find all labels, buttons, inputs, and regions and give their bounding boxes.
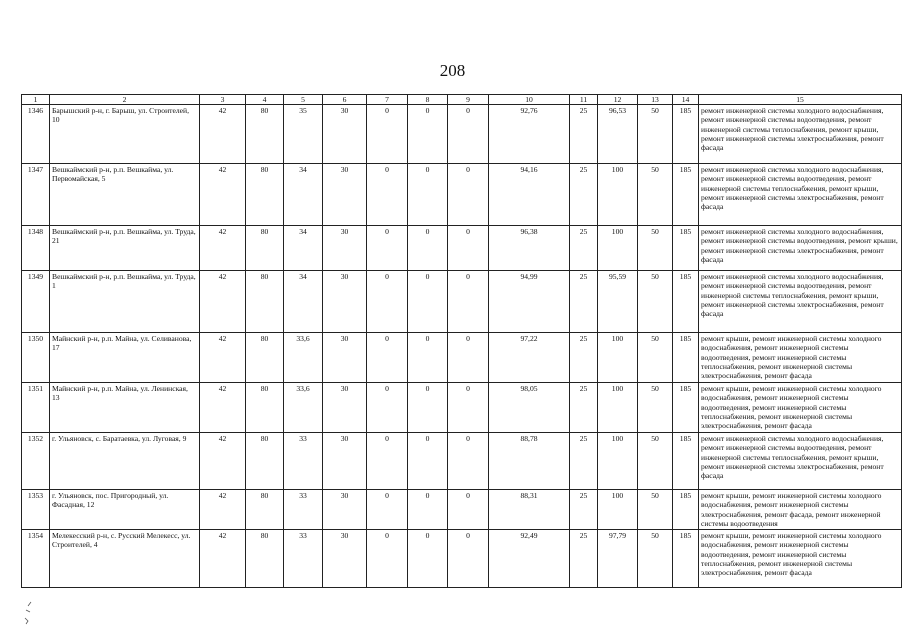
- header-cell: 15: [699, 95, 902, 105]
- value-cell: 33: [284, 433, 323, 490]
- value-cell: 33,6: [284, 333, 323, 383]
- value-cell: 42: [200, 226, 246, 271]
- value-cell: 0: [448, 105, 489, 164]
- value-cell: 185: [673, 383, 699, 433]
- row-number-cell: 1348: [22, 226, 50, 271]
- row-number-cell: 1353: [22, 490, 50, 530]
- header-cell: 13: [638, 95, 673, 105]
- value-cell: 94,99: [489, 271, 570, 333]
- value-cell: 0: [367, 226, 408, 271]
- value-cell: 0: [367, 333, 408, 383]
- value-cell: 0: [408, 105, 448, 164]
- address-cell: Вешкаймский р-н, р.п. Вешкайма, ул. Труда, 21: [50, 226, 200, 271]
- address-cell: Мелекесский р-н, с. Русский Мелекесс, ул. Строителей, 4: [50, 530, 200, 588]
- works-cell: ремонт инженерной системы холодного водоснабжения, ремонт инженерной системы водоотведения, ремонт инженерной системы теплоснабжения, ремонт крыши, ремонт инженерной системы электроснабжения, ремонт фасада: [699, 433, 902, 490]
- header-cell: 3: [200, 95, 246, 105]
- row-number-cell: 1350: [22, 333, 50, 383]
- value-cell: 34: [284, 164, 323, 226]
- works-cell: ремонт инженерной системы холодного водоснабжения, ремонт инженерной системы водоотведения, ремонт инженерной системы теплоснабжения, ремонт крыши, ремонт инженерной системы электроснабжения, ремонт фасада: [699, 164, 902, 226]
- table-row: [22, 226, 902, 271]
- address-cell: г. Ульяновск, с. Баратаевка, ул. Луговая, 9: [50, 433, 200, 490]
- value-cell: 80: [246, 530, 284, 588]
- value-cell: 0: [367, 271, 408, 333]
- value-cell: 30: [323, 105, 367, 164]
- works-cell: ремонт крыши, ремонт инженерной системы холодного водоснабжения, ремонт инженерной системы водоотведения, ремонт инженерной системы теплоснабжения, ремонт инженерной системы электроснабжения, ремонт фасада: [699, 333, 902, 383]
- value-cell: 35: [284, 105, 323, 164]
- header-cell: 2: [50, 95, 200, 105]
- value-cell: 88,31: [489, 490, 570, 530]
- value-cell: 42: [200, 333, 246, 383]
- header-cell: 7: [367, 95, 408, 105]
- header-cell: 12: [598, 95, 638, 105]
- header-cell: 4: [246, 95, 284, 105]
- value-cell: 0: [408, 530, 448, 588]
- table-row: [22, 490, 902, 530]
- value-cell: 25: [570, 226, 598, 271]
- value-cell: 185: [673, 164, 699, 226]
- value-cell: 0: [367, 164, 408, 226]
- value-cell: 96,38: [489, 226, 570, 271]
- value-cell: 25: [570, 383, 598, 433]
- address-cell: Майнский р-н, р.п. Майна, ул. Ленинская, 13: [50, 383, 200, 433]
- works-cell: ремонт крыши, ремонт инженерной системы холодного водоснабжения, ремонт инженерной системы водоотведения, ремонт инженерной системы теплоснабжения, ремонт инженерной системы электроснабжения, ремонт фасада: [699, 530, 902, 588]
- value-cell: 80: [246, 105, 284, 164]
- value-cell: 0: [367, 490, 408, 530]
- value-cell: 185: [673, 333, 699, 383]
- page-number: 208: [439, 61, 466, 80]
- value-cell: 0: [408, 383, 448, 433]
- value-cell: 42: [200, 164, 246, 226]
- value-cell: 42: [200, 530, 246, 588]
- table-row: [22, 333, 902, 383]
- row-number-cell: 1346: [22, 105, 50, 164]
- works-cell: ремонт инженерной системы холодного водоснабжения, ремонт инженерной системы водоотведения, ремонт инженерной системы теплоснабжения, ремонт крыши, ремонт инженерной системы электроснабжения, ремонт фасада: [699, 105, 902, 164]
- value-cell: 42: [200, 433, 246, 490]
- table-body: [22, 105, 902, 588]
- value-cell: 33: [284, 530, 323, 588]
- header-cell: 5: [284, 95, 323, 105]
- header-cell: 8: [408, 95, 448, 105]
- value-cell: 34: [284, 226, 323, 271]
- value-cell: 185: [673, 105, 699, 164]
- value-cell: 30: [323, 226, 367, 271]
- value-cell: 185: [673, 271, 699, 333]
- row-number-cell: 1349: [22, 271, 50, 333]
- address-cell: Вешкаймский р-н, р.п. Вешкайма, ул. Труда, 1: [50, 271, 200, 333]
- header-row: [22, 95, 902, 105]
- value-cell: 30: [323, 383, 367, 433]
- table-row: [22, 383, 902, 433]
- value-cell: 30: [323, 333, 367, 383]
- value-cell: 50: [638, 433, 673, 490]
- value-cell: 98,05: [489, 383, 570, 433]
- table-row: [22, 433, 902, 490]
- value-cell: 80: [246, 164, 284, 226]
- value-cell: 92,76: [489, 105, 570, 164]
- value-cell: 0: [448, 530, 489, 588]
- value-cell: 80: [246, 271, 284, 333]
- value-cell: 50: [638, 333, 673, 383]
- value-cell: 25: [570, 164, 598, 226]
- value-cell: 100: [598, 433, 638, 490]
- value-cell: 0: [408, 271, 448, 333]
- row-number-cell: 1351: [22, 383, 50, 433]
- value-cell: 185: [673, 433, 699, 490]
- value-cell: 0: [367, 105, 408, 164]
- value-cell: 33,6: [284, 383, 323, 433]
- value-cell: 80: [246, 383, 284, 433]
- header-cell: 1: [22, 95, 50, 105]
- value-cell: 33: [284, 490, 323, 530]
- value-cell: 96,53: [598, 105, 638, 164]
- value-cell: 94,16: [489, 164, 570, 226]
- header-cell: 6: [323, 95, 367, 105]
- value-cell: 0: [367, 433, 408, 490]
- value-cell: 80: [246, 226, 284, 271]
- value-cell: 97,79: [598, 530, 638, 588]
- works-cell: ремонт крыши, ремонт инженерной системы холодного водоснабжения, ремонт инженерной системы водоотведения, ремонт инженерной системы теплоснабжения, ремонт инженерной системы электроснабжения, ремонт фасада: [699, 383, 902, 433]
- value-cell: 92,49: [489, 530, 570, 588]
- value-cell: 25: [570, 333, 598, 383]
- table-row: [22, 271, 902, 333]
- value-cell: 88,78: [489, 433, 570, 490]
- address-cell: Вешкаймский р-н, р.п. Вешкайма, ул. Первомайская, 5: [50, 164, 200, 226]
- works-cell: ремонт инженерной системы холодного водоснабжения, ремонт инженерной системы водоотведения, ремонт крыши, ремонт инженерной системы электроснабжения, ремонт фасада: [699, 226, 902, 271]
- value-cell: 95,59: [598, 271, 638, 333]
- address-cell: г. Ульяновск, пос. Пригородный, ул. Фасадная, 12: [50, 490, 200, 530]
- value-cell: 0: [408, 226, 448, 271]
- address-cell: Майнский р-н, р.п. Майна, ул. Селиванова, 17: [50, 333, 200, 383]
- value-cell: 50: [638, 490, 673, 530]
- value-cell: 50: [638, 164, 673, 226]
- value-cell: 0: [448, 271, 489, 333]
- row-number-cell: 1352: [22, 433, 50, 490]
- value-cell: 0: [408, 164, 448, 226]
- value-cell: 30: [323, 271, 367, 333]
- table-row: [22, 105, 902, 164]
- value-cell: 25: [570, 105, 598, 164]
- value-cell: 0: [408, 333, 448, 383]
- value-cell: 100: [598, 490, 638, 530]
- margin-mark: [22, 600, 36, 626]
- value-cell: 185: [673, 490, 699, 530]
- value-cell: 0: [448, 383, 489, 433]
- value-cell: 50: [638, 271, 673, 333]
- value-cell: 42: [200, 383, 246, 433]
- value-cell: 50: [638, 383, 673, 433]
- value-cell: 80: [246, 433, 284, 490]
- header-cell: 14: [673, 95, 699, 105]
- value-cell: 42: [200, 271, 246, 333]
- value-cell: 42: [200, 105, 246, 164]
- value-cell: 0: [408, 433, 448, 490]
- value-cell: 50: [638, 105, 673, 164]
- buildings-table: [21, 94, 902, 588]
- value-cell: 25: [570, 271, 598, 333]
- value-cell: 80: [246, 333, 284, 383]
- works-cell: ремонт крыши, ремонт инженерной системы холодного водоснабжения, ремонт инженерной системы электроснабжения, ремонт фасада, ремонт инженерной системы водоотведения: [699, 490, 902, 530]
- header-cell: 11: [570, 95, 598, 105]
- value-cell: 34: [284, 271, 323, 333]
- value-cell: 80: [246, 490, 284, 530]
- value-cell: 42: [200, 490, 246, 530]
- value-cell: 0: [448, 333, 489, 383]
- value-cell: 0: [448, 164, 489, 226]
- value-cell: 30: [323, 164, 367, 226]
- value-cell: 30: [323, 490, 367, 530]
- value-cell: 50: [638, 226, 673, 271]
- value-cell: 50: [638, 530, 673, 588]
- value-cell: 25: [570, 530, 598, 588]
- value-cell: 25: [570, 490, 598, 530]
- table-row: [22, 164, 902, 226]
- value-cell: 0: [448, 490, 489, 530]
- value-cell: 0: [448, 433, 489, 490]
- works-cell: ремонт инженерной системы холодного водоснабжения, ремонт инженерной системы водоотведения, ремонт инженерной системы теплоснабжения, ремонт крыши, ремонт инженерной системы электроснабжения, ремонт фасада: [699, 271, 902, 333]
- value-cell: 0: [367, 383, 408, 433]
- value-cell: 185: [673, 530, 699, 588]
- value-cell: 97,22: [489, 333, 570, 383]
- value-cell: 30: [323, 530, 367, 588]
- value-cell: 30: [323, 433, 367, 490]
- value-cell: 100: [598, 164, 638, 226]
- value-cell: 100: [598, 226, 638, 271]
- value-cell: 0: [448, 226, 489, 271]
- value-cell: 0: [367, 530, 408, 588]
- value-cell: 100: [598, 333, 638, 383]
- row-number-cell: 1347: [22, 164, 50, 226]
- value-cell: 0: [408, 490, 448, 530]
- value-cell: 100: [598, 383, 638, 433]
- table-row: [22, 530, 902, 588]
- header-cell: 9: [448, 95, 489, 105]
- address-cell: Барышский р-н, г. Барыш, ул. Строителей, 10: [50, 105, 200, 164]
- value-cell: 25: [570, 433, 598, 490]
- value-cell: 185: [673, 226, 699, 271]
- header-cell: 10: [489, 95, 570, 105]
- row-number-cell: 1354: [22, 530, 50, 588]
